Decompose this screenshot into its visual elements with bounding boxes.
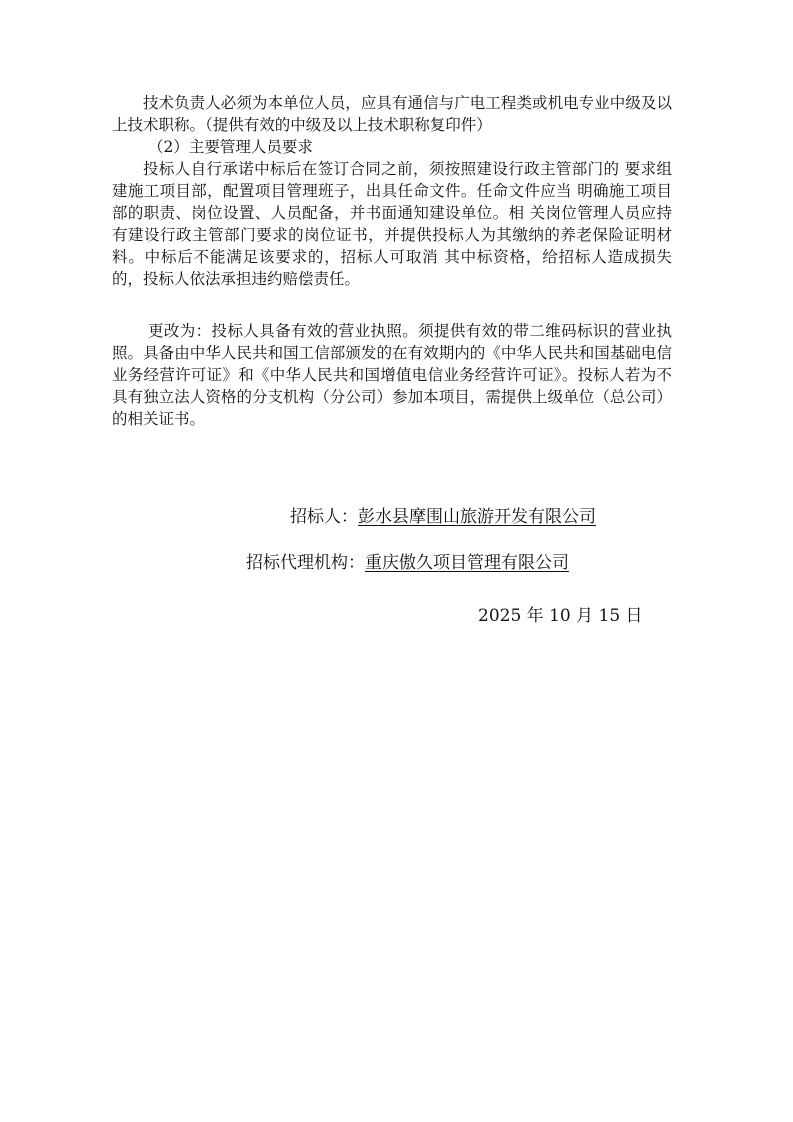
agency-label: 招标代理机构： — [246, 553, 365, 573]
paragraph-amendment: 更改为：投标人具备有效的营业执照。须提供有效的带二维码标识的营业执照。具备由中华人民共和国工信部颁发的在有效期内的《中华人民共和国基础电信业务经营许可证》和《中华人民共和国增值电信业务经营许可证》。投标人若为不具有独立法人资格的分支机构（分公司）参加本项目，需提供上级单位（总公司）的相关证书。 — [112, 322, 672, 428]
paragraph-technical-lead: 技术负责人必须为本单位人员，应具有通信与广电工程类或机电专业中级及以上技术职称。（提供有效的中级及以上技术职称复印件） — [112, 94, 672, 134]
signature-tenderer — [290, 506, 596, 528]
tenderer-label: 招标人： — [290, 507, 358, 527]
signature-date: 2025 年 10 月 15 日 — [478, 606, 643, 626]
agency-name: 重庆傲久项目管理有限公司 — [365, 553, 569, 573]
signature-agency — [246, 552, 569, 574]
tenderer-name: 彭水县摩围山旅游开发有限公司 — [358, 507, 596, 527]
section-heading-management-personnel: （2）主要管理人员要求 — [148, 138, 313, 156]
paragraph-project-team-requirements: 投标人自行承诺中标后在签订合同之前，须按照建设行政主管部门的 要求组建施工项目部，配置项目管理班子，出具任命文件。任命文件应当 明确施工项目部的职责、岗位设置、人员配备，并书面通知建设单位。相 关岗位管理人员应持有建设行政主管部门要求的岗位证书，并提供投标人为其缴纳的养老保险证明材料。中标后不能满足该要求的，招标人可取消 其中标资格，给招标人造成损失的，投标人依法承担违约赔偿责任。 — [112, 160, 672, 288]
